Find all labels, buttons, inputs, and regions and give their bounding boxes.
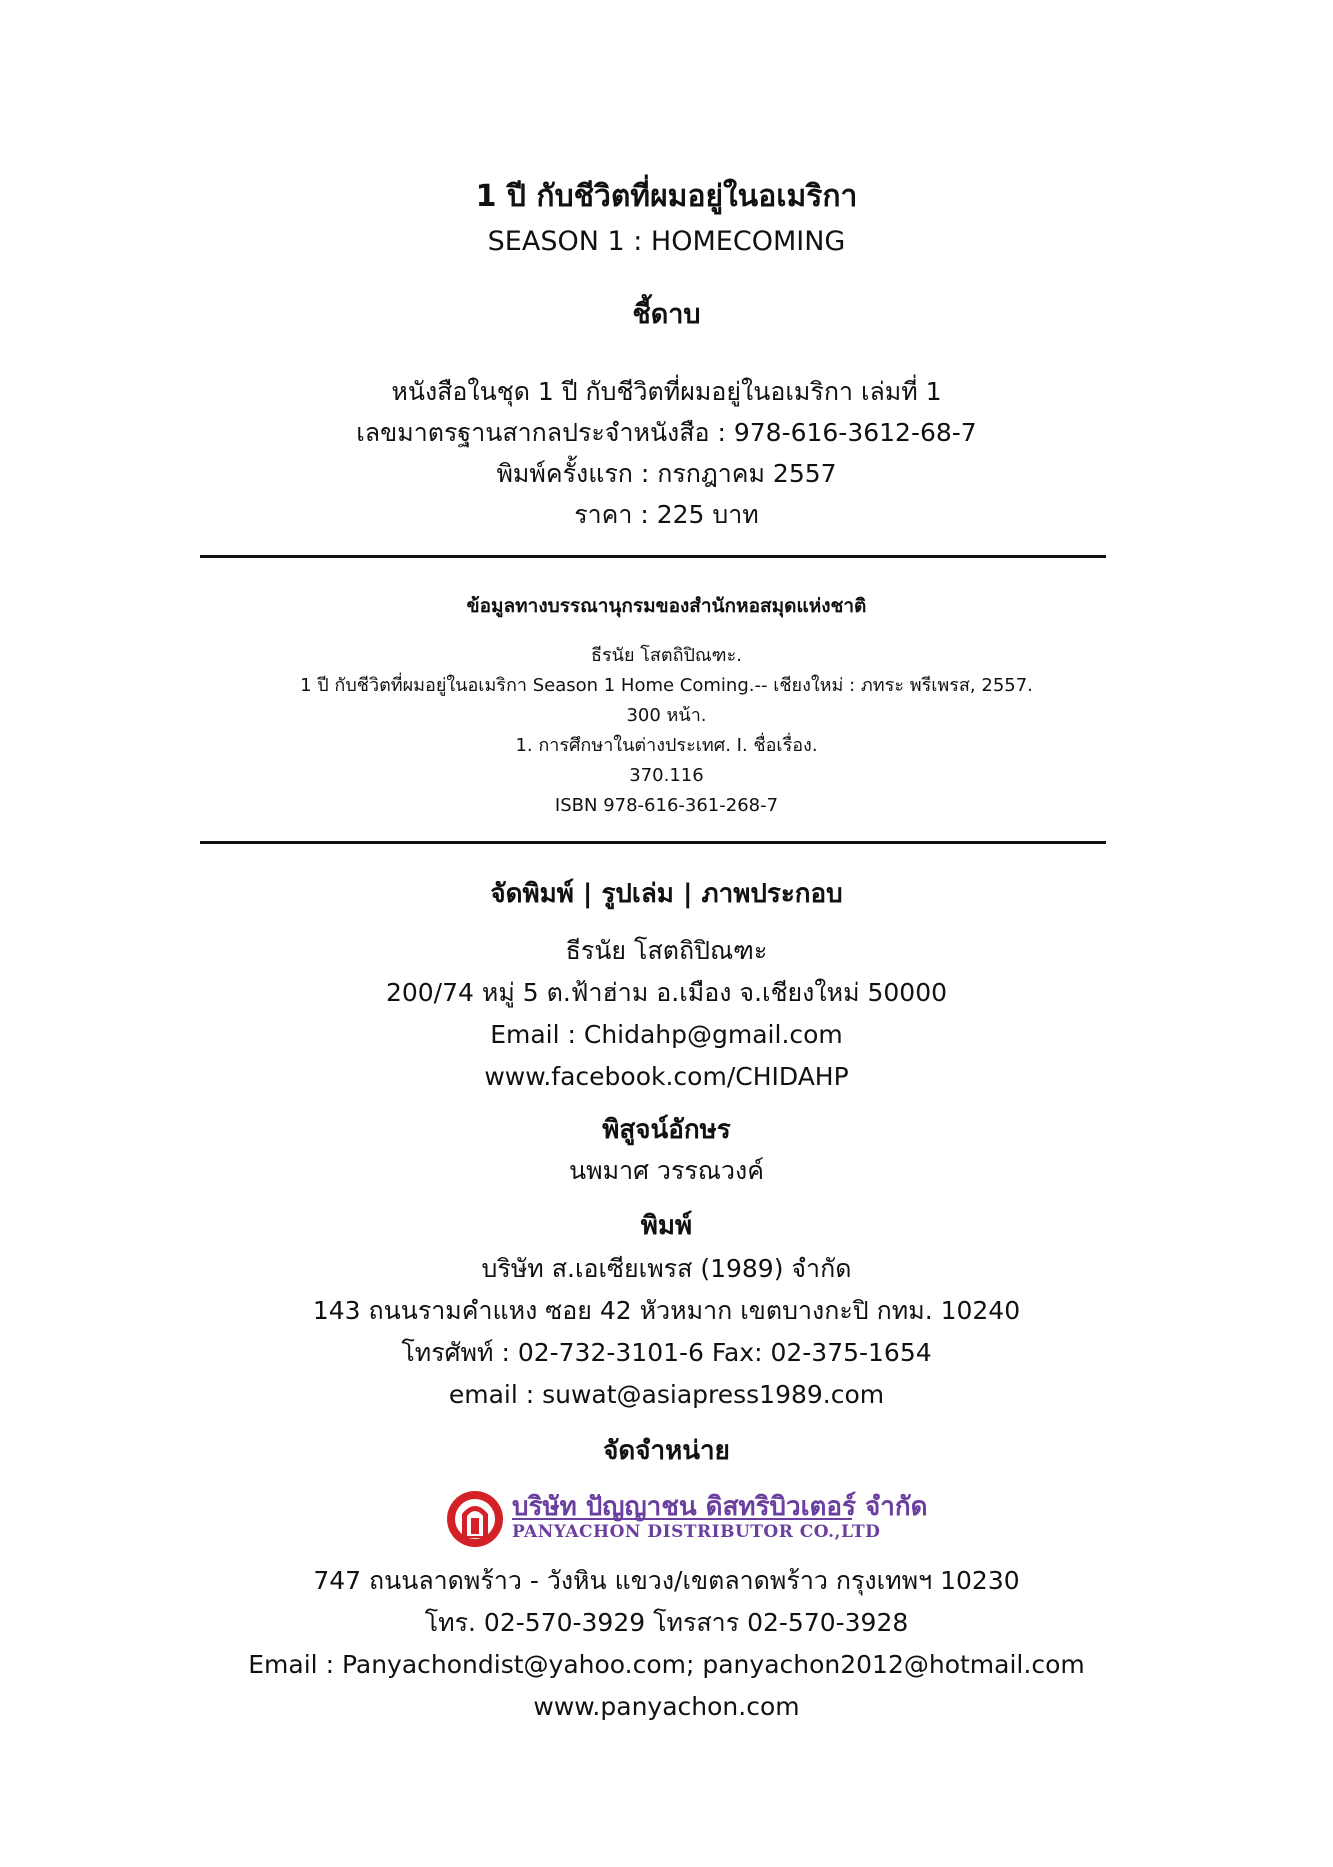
production-email: Email : Chidahp@gmail.com — [490, 1020, 843, 1049]
production-facebook: www.facebook.com/CHIDAHP — [484, 1062, 849, 1091]
cip-line: 1 ปี กับชีวิตที่ผมอยู่ในอเมริกา Season 1 Home Coming.-- เชียงใหม่ : ภทระ พรีเพรส, 2557. — [300, 675, 1033, 696]
printer-email: email : suwat@asiapress1989.com — [448, 1380, 885, 1409]
distributor-email: Email : Panyachondist@yahoo.com; panyachon2012@hotmail.com — [248, 1650, 1085, 1679]
cip-line: ISBN 978-616-361-268-7 — [554, 795, 779, 816]
divider-bottom — [200, 841, 1106, 844]
divider-top — [200, 555, 1106, 558]
price-info: ราคา : 225 บาท — [574, 500, 759, 529]
distributor-website: www.panyachon.com — [533, 1692, 800, 1721]
author-name: ชี้ดาบ — [632, 299, 701, 330]
distributor-logo-english: PANYACHON DISTRIBUTOR CO.,LTD — [512, 1522, 881, 1542]
production-heading: จัดพิมพ์ | รูปเล่ม | ภาพประกอบ — [490, 879, 843, 909]
isbn-info: เลขมาตรฐานสากลประจำหนังสือ : 978-616-3612-68-7 — [356, 418, 977, 447]
printer-address: 143 ถนนรามคำแหง ซอย 42 หัวหมาก เขตบางกะปิ กทม. 10240 — [312, 1296, 1021, 1325]
distributor-logo — [440, 1482, 928, 1550]
production-name: ธีรนัย โสตถิปิณฑะ — [565, 936, 768, 965]
series-info: หนังสือในชุด 1 ปี กับชีวิตที่ผมอยู่ในอเมริกา เล่มที่ 1 — [391, 377, 942, 406]
distributor-phone: โทร. 02-570-3929 โทรสาร 02-570-3928 — [424, 1608, 909, 1637]
cip-line: 1. การศึกษาในต่างประเทศ. I. ชื่อเรื่อง. — [515, 735, 818, 756]
printer-phone: โทรศัพท์ : 02-732-3101-6 Fax: 02-375-1654 — [401, 1338, 932, 1367]
distributor-logo-thai: บริษัท ปัญญาชน ดิสทริบิวเตอร์ จำกัด — [512, 1492, 928, 1522]
book-subtitle: SEASON 1 : HOMECOMING — [487, 226, 846, 257]
proofreading-heading: พิสูจน์อักษร — [602, 1115, 731, 1145]
production-address: 200/74 หมู่ 5 ต.ฟ้าฮ่าม อ.เมือง จ.เชียงใหม่ 50000 — [385, 978, 948, 1007]
cip-line: 300 หน้า. — [626, 705, 707, 726]
cip-heading: ข้อมูลทางบรรณานุกรมของสำนักหอสมุดแห่งชาติ — [466, 595, 867, 617]
cip-line: 370.116 — [629, 765, 704, 786]
distributor-address: 747 ถนนลาดพร้าว - วังหิน แขวง/เขตลาดพร้าว กรุงเทพฯ 10230 — [313, 1566, 1020, 1595]
first-print-info: พิมพ์ครั้งแรก : กรกฎาคม 2557 — [496, 459, 837, 488]
distribution-heading: จัดจำหน่าย — [603, 1436, 730, 1466]
printing-heading: พิมพ์ — [640, 1211, 693, 1241]
cip-line: ธีรนัย โสตถิปิณฑะ. — [591, 645, 742, 666]
logo-divider — [512, 1518, 852, 1520]
panyachon-emblem-icon — [440, 1488, 510, 1550]
book-title: 1 ปี กับชีวิตที่ผมอยู่ในอเมริกา — [475, 179, 858, 214]
proofreader-name: นพมาศ วรรณวงค์ — [569, 1156, 764, 1185]
printer-company: บริษัท ส.เอเซียเพรส (1989) จำกัด — [481, 1254, 852, 1283]
